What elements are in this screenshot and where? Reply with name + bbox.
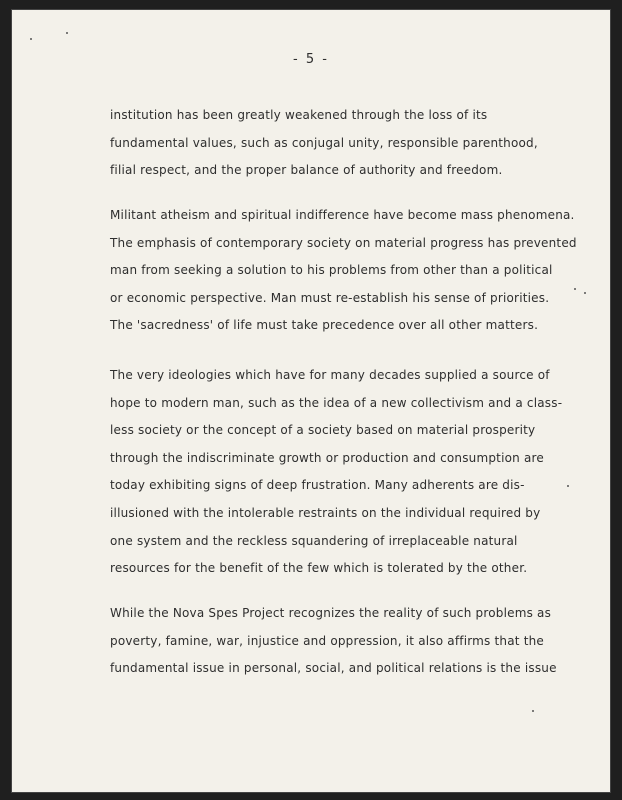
text-line: Militant atheism and spiritual indifference have become mass phenomena. (110, 208, 575, 222)
text-line: poverty, famine, war, injustice and oppression, it also affirms that the (110, 633, 545, 648)
text-line: While the Nova Spes Project recognizes the reality of such problems as (110, 606, 552, 620)
text-line: resources for the benefit of the few which is tolerated by the other. (110, 561, 528, 576)
text-line: or economic perspective. Man must re-establish his sense of priorities. (110, 290, 550, 305)
paper-speck (567, 485, 569, 487)
paper-speck (532, 710, 534, 712)
text-line: The very ideologies which have for many decades supplied a source of (110, 368, 550, 382)
paper-speck (66, 32, 68, 34)
paragraph-4 (110, 600, 570, 683)
text-line: institution has been greatly weakened through the loss of its (110, 108, 488, 122)
text-line: one system and the reckless squandering of irreplaceable natural (110, 533, 518, 548)
text-line: fundamental values, such as conjugal unity, responsible parenthood, (110, 135, 538, 150)
paper-speck (30, 38, 32, 40)
paragraph-3 (110, 362, 570, 583)
text-line: fundamental issue in personal, social, and political relations is the issue (110, 661, 557, 676)
text-line: hope to modern man, such as the idea of a new collectivism and a class- (110, 395, 563, 410)
document-page (12, 10, 610, 792)
text-line: filial respect, and the proper balance of authority and freedom. (110, 163, 503, 178)
paper-speck (584, 292, 586, 294)
text-line: today exhibiting signs of deep frustration. Many adherents are dis- (110, 478, 525, 493)
page-number: - 5 - (293, 52, 329, 67)
text-line: The 'sacredness' of life must take precedence over all other matters. (110, 318, 539, 333)
paper-speck (574, 288, 576, 290)
text-line: The emphasis of contemporary society on material progress has prevented (110, 235, 577, 250)
text-line: illusioned with the intolerable restraints on the individual required by (110, 505, 541, 520)
paragraph-1 (110, 102, 570, 185)
text-line: less society or the concept of a society based on material prosperity (110, 423, 536, 438)
text-line: through the indiscriminate growth or production and consumption are (110, 450, 544, 465)
text-line: man from seeking a solution to his problems from other than a political (110, 263, 553, 278)
paragraph-2 (110, 202, 577, 340)
